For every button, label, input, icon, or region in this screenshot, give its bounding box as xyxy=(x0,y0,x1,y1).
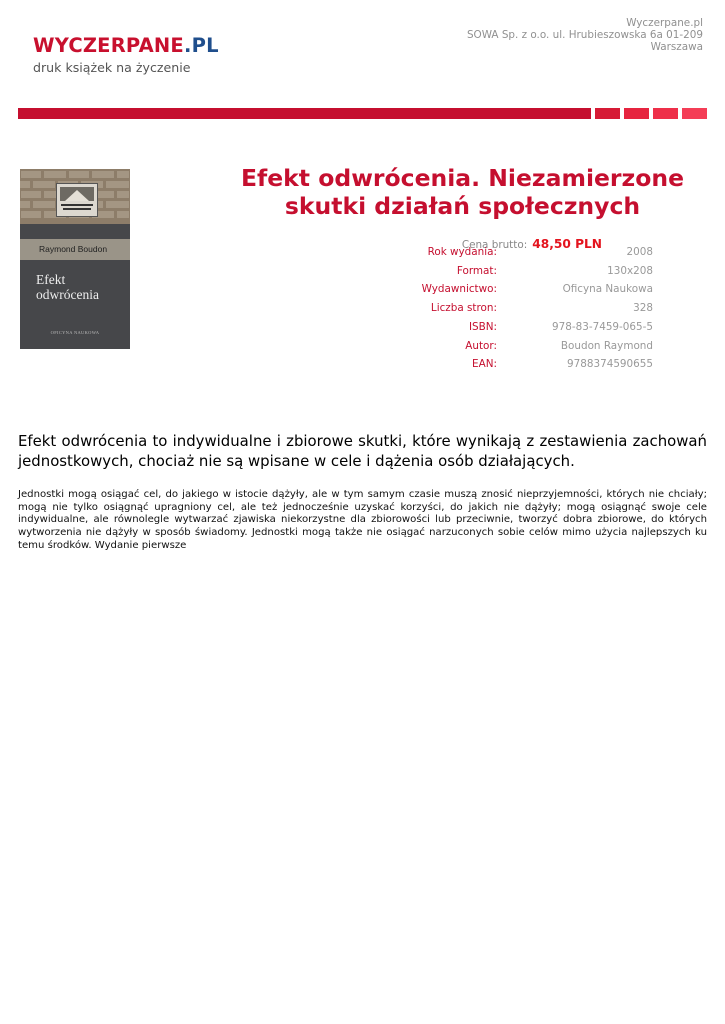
detail-row-year xyxy=(340,246,654,265)
logo-tagline: druk książek na życzenie xyxy=(33,60,191,75)
header-divider-bar xyxy=(18,108,707,119)
detail-row-author xyxy=(340,340,654,359)
cover-title-line: Efekt xyxy=(36,272,66,287)
cover-series-emblem-icon xyxy=(57,184,97,216)
detail-label: EAN: xyxy=(472,358,497,371)
book-lead-paragraph: Efekt odwrócenia to indywidualne i zbiorowe skutki, które wynikają z zestawienia zachowań jednostkowych, chociaż nie są wpisane w cele i dążenia osób działających. xyxy=(18,432,707,470)
detail-value: 9788374590655 xyxy=(567,358,653,371)
detail-value: 2008 xyxy=(626,246,653,258)
cover-title-line: odwrócenia xyxy=(36,287,99,302)
company-city: Warszawa xyxy=(650,41,703,54)
cover-author-band xyxy=(20,239,130,260)
cover-publisher: OFICYNA NAUKOWA xyxy=(50,330,100,335)
cover-author: Raymond Boudon xyxy=(39,244,108,254)
cover-series-badge xyxy=(56,183,98,217)
detail-label: Liczba stron: xyxy=(430,302,497,315)
logo-brand-main: WYCZERPANE xyxy=(33,34,184,57)
divider-segment xyxy=(682,108,707,119)
detail-label: Rok wydania: xyxy=(427,246,497,258)
detail-row-ean xyxy=(340,358,654,377)
detail-label: Autor: xyxy=(465,339,497,352)
divider-segment xyxy=(595,108,620,119)
price-label: Cena brutto: xyxy=(461,239,528,251)
site-logo[interactable] xyxy=(33,36,219,75)
divider-segment xyxy=(624,108,649,119)
price-value: 48,50 PLN xyxy=(532,237,602,251)
detail-row-isbn xyxy=(340,321,654,340)
detail-label: ISBN: xyxy=(468,320,497,333)
logo-wordmark xyxy=(33,36,219,56)
detail-row-format xyxy=(340,265,654,284)
detail-value: 328 xyxy=(633,302,653,315)
detail-value: 978-83-7459-065-5 xyxy=(552,320,653,333)
company-street: SOWA Sp. z o.o. ul. Hrubieszowska 6a 01-209 xyxy=(466,29,703,42)
detail-value: Oficyna Naukowa xyxy=(562,283,653,296)
detail-label: Format: xyxy=(456,264,497,277)
book-title: Efekt odwrócenia. Niezamierzone skutki działań społecznych xyxy=(240,164,685,220)
book-cover-image xyxy=(20,169,130,349)
detail-label: Wydawnictwo: xyxy=(421,283,497,296)
company-name: Wyczerpane.pl xyxy=(626,17,703,29)
cover-title xyxy=(36,272,99,302)
divider-segment xyxy=(653,108,678,119)
detail-value: 130x208 xyxy=(607,264,653,277)
book-description: Jednostki mogą osiągać cel, do jakiego w istocie dążyły, ale w tym samym czasie muszą znosić nieprzyjemności, których nie chciały; mogą nie tylko osiągnąć upragniony cel, ale też jednocześnie uzyskać korzyści, do jakich nie dążyły; mogą osiągnąć swoje cele indywidualne, ale równolegle wytwarzać zjawiska niekorzystne dla zbiorowości lub przeciwnie, tworzyć dobra zbiorowe, do których wytworzenia nie dążyły w sposób świadomy. Jednostki mogą także nie osiągać narzuconych sobie celów mimo użycia najlepszych ku temu środków. Wydanie pierwsze xyxy=(18,489,707,551)
detail-row-publisher xyxy=(340,283,654,302)
logo-brand-domain: .PL xyxy=(183,34,219,57)
company-address xyxy=(467,17,703,54)
divider-main-segment xyxy=(18,108,591,119)
detail-value: Boudon Raymond xyxy=(560,339,653,352)
detail-row-pages xyxy=(340,302,654,321)
